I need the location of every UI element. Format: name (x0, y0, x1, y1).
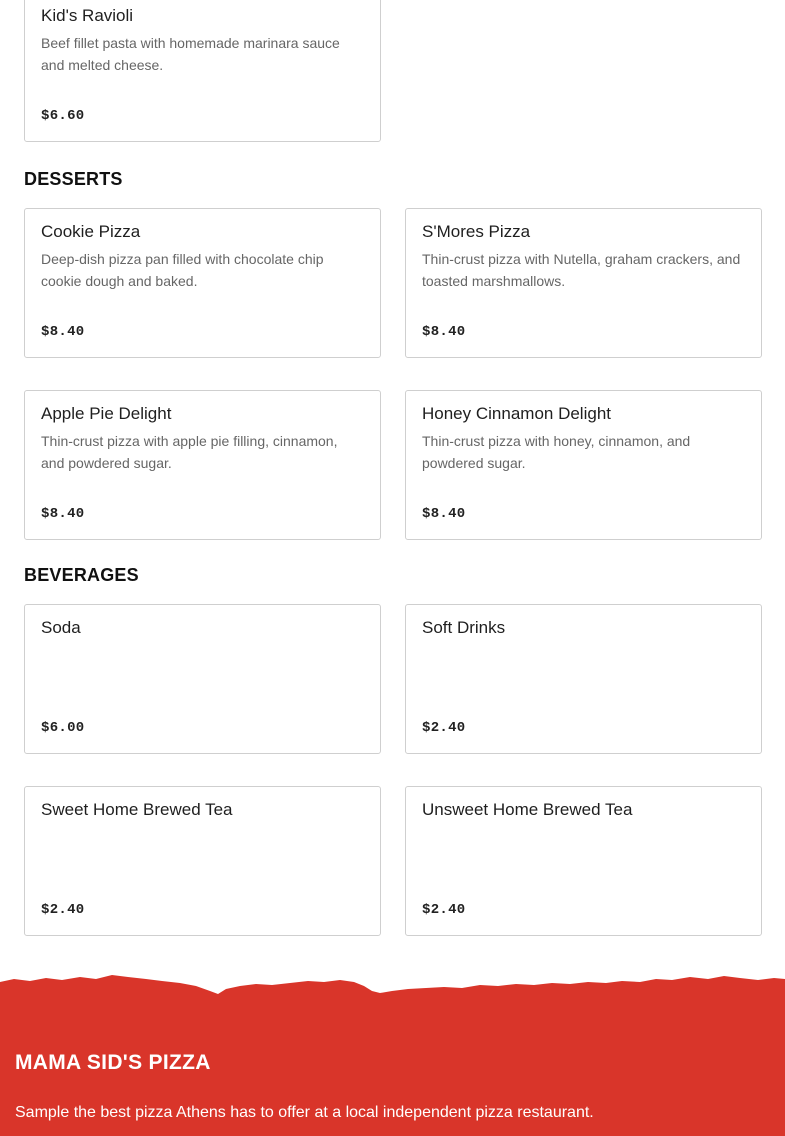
menu-item-card[interactable] (24, 390, 381, 540)
footer-brand-name: MAMA SID'S PIZZA (15, 1051, 211, 1074)
menu-item-price: $2.40 (41, 902, 85, 918)
menu-item-price: $2.40 (422, 902, 466, 918)
site-footer (0, 970, 785, 1136)
menu-item-description (41, 644, 364, 688)
menu-item-name: Unsweet Home Brewed Tea (422, 800, 633, 819)
menu-item-price: $8.40 (41, 506, 85, 522)
menu-item-price: $6.60 (41, 108, 85, 124)
section-heading-desserts: DESSERTS (24, 169, 123, 189)
menu-item-description (422, 826, 745, 870)
menu-item-price: $8.40 (422, 506, 466, 522)
menu-item-description (41, 826, 364, 870)
menu-item-description: Thin-crust pizza with Nutella, graham crackers, and toasted marshmallows. (422, 251, 741, 289)
menu-item-description: Thin-crust pizza with honey, cinnamon, and powdered sugar. (422, 433, 691, 471)
menu-item-name: Soda (41, 618, 81, 637)
menu-item-name: Sweet Home Brewed Tea (41, 800, 233, 819)
menu-item-price: $6.00 (41, 720, 85, 736)
menu-item-description: Deep-dish pizza pan filled with chocolate chip cookie dough and baked. (41, 251, 324, 289)
menu-item-card[interactable] (24, 208, 381, 358)
menu-item-name: Apple Pie Delight (41, 404, 172, 423)
menu-item-name: Honey Cinnamon Delight (422, 404, 611, 423)
section-heading-beverages: BEVERAGES (24, 565, 139, 585)
menu-item-description: Beef fillet pasta with homemade marinara sauce and melted cheese. (41, 35, 340, 73)
menu-item-card[interactable] (24, 604, 381, 754)
footer-tagline: Sample the best pizza Athens has to offer at a local independent pizza restaurant. (15, 1104, 594, 1121)
menu-item-price: $8.40 (41, 324, 85, 340)
menu-item-card[interactable] (24, 786, 381, 936)
menu-item-name: Kid's Ravioli (41, 6, 134, 25)
menu-item-card[interactable] (405, 604, 762, 754)
menu-item-price: $8.40 (422, 324, 466, 340)
menu-item-card[interactable] (405, 208, 762, 358)
menu-item-name: Soft Drinks (422, 618, 506, 637)
menu-item-card[interactable] (405, 390, 762, 540)
menu-item-description (422, 644, 745, 688)
menu-item-name: S'Mores Pizza (422, 222, 531, 241)
menu-item-name: Cookie Pizza (41, 222, 141, 241)
menu-item-card[interactable] (405, 786, 762, 936)
menu-item-description: Thin-crust pizza with apple pie filling, cinnamon, and powdered sugar. (41, 433, 338, 471)
menu-item-price: $2.40 (422, 720, 466, 736)
menu-item-card[interactable] (24, 0, 381, 142)
